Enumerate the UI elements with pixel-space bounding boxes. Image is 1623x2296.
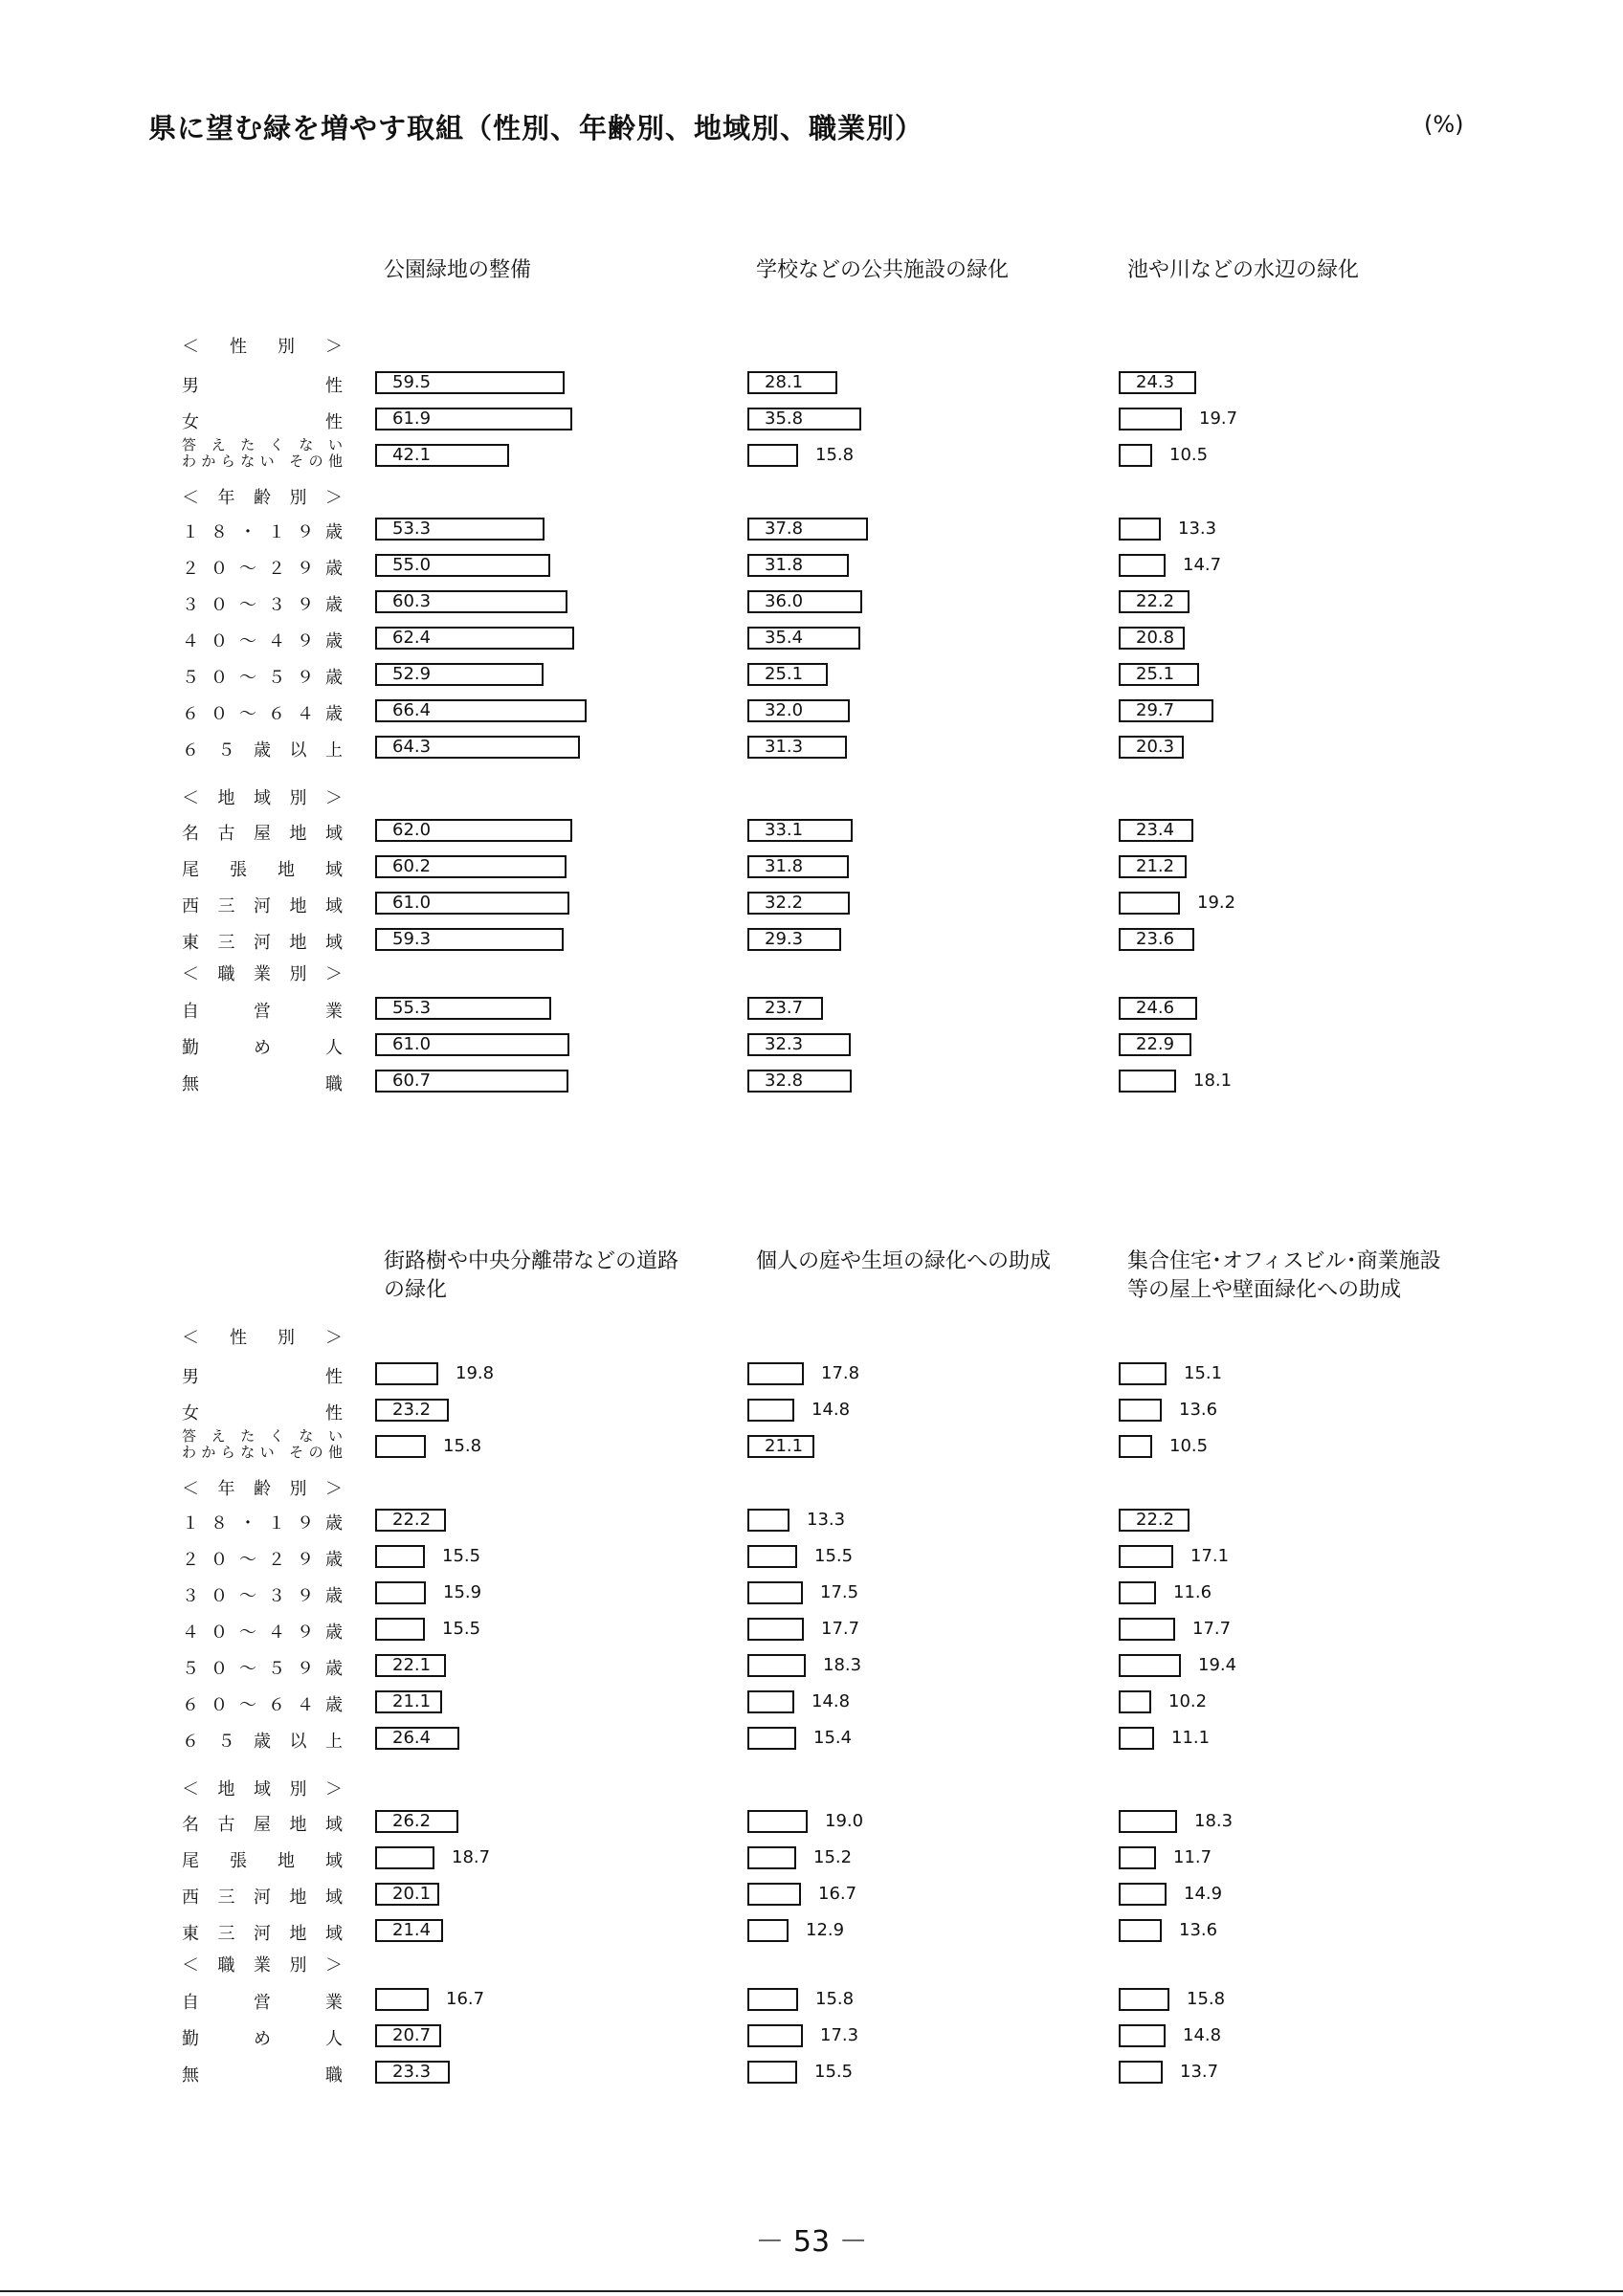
data-label: 60.2 xyxy=(392,856,432,876)
row-label xyxy=(182,437,343,470)
data-label: 35.8 xyxy=(765,408,804,429)
bar xyxy=(375,1618,425,1641)
data-label: 24.3 xyxy=(1136,372,1175,392)
data-label: 11.1 xyxy=(1171,1728,1211,1748)
row-label: １８・１９歳 xyxy=(182,522,343,542)
bar xyxy=(1119,408,1182,430)
chart-title: 街路樹や中央分離帯などの道路 の緑化 xyxy=(384,1249,679,1302)
data-label: 23.2 xyxy=(392,1400,432,1420)
bar xyxy=(1119,1810,1177,1833)
data-label: 14.7 xyxy=(1183,555,1222,575)
bar xyxy=(1119,892,1180,915)
bar xyxy=(747,2061,797,2084)
data-label: 20.8 xyxy=(1136,628,1175,648)
group-header: ＜年齢別＞ xyxy=(182,488,343,508)
row-label: 男性 xyxy=(182,1367,343,1387)
row-label-line: 答えたくない xyxy=(182,1427,343,1445)
data-label: 16.7 xyxy=(818,1884,857,1904)
bar xyxy=(375,1545,425,1568)
row-label: 無職 xyxy=(182,2065,343,2086)
data-label: 23.7 xyxy=(765,998,804,1018)
data-label: 35.4 xyxy=(765,628,804,648)
data-label: 10.5 xyxy=(1169,1436,1209,1456)
data-label: 17.8 xyxy=(821,1363,860,1383)
data-label: 31.3 xyxy=(765,737,804,757)
bar xyxy=(747,1727,796,1750)
data-label: 64.3 xyxy=(392,737,432,757)
bar xyxy=(1119,1654,1181,1677)
data-label: 13.6 xyxy=(1179,1920,1218,1940)
data-label: 36.0 xyxy=(765,591,804,611)
data-label: 62.0 xyxy=(392,820,432,840)
data-label: 11.7 xyxy=(1173,1847,1212,1867)
row-label: ３０～３９歳 xyxy=(182,1586,343,1606)
data-label: 22.1 xyxy=(392,1655,432,1675)
data-label: 31.8 xyxy=(765,555,804,575)
data-label: 15.9 xyxy=(443,1582,482,1602)
data-label: 29.7 xyxy=(1136,700,1175,720)
data-label: 20.7 xyxy=(392,2025,432,2045)
bar xyxy=(747,1846,796,1869)
data-label: 13.3 xyxy=(1178,519,1217,539)
data-label: 22.9 xyxy=(1136,1034,1175,1054)
bar xyxy=(1119,1919,1162,1942)
group-header: ＜職業別＞ xyxy=(182,964,343,984)
data-label: 22.2 xyxy=(1136,1510,1175,1530)
data-label: 15.4 xyxy=(813,1728,853,1748)
data-label: 14.9 xyxy=(1184,1884,1223,1904)
row-label xyxy=(182,1428,343,1461)
data-label: 61.0 xyxy=(392,1034,432,1054)
data-label: 26.4 xyxy=(392,1728,432,1748)
data-label: 15.1 xyxy=(1184,1363,1223,1383)
bar xyxy=(1119,1883,1167,1906)
data-label: 13.3 xyxy=(807,1510,846,1530)
data-label: 17.1 xyxy=(1190,1546,1230,1566)
bar xyxy=(747,1362,804,1385)
data-label: 31.8 xyxy=(765,856,804,876)
bar xyxy=(747,1654,806,1677)
chart-title: 学校などの公共施設の緑化 xyxy=(756,258,1010,282)
bar xyxy=(747,1919,789,1942)
data-label: 37.8 xyxy=(765,519,804,539)
bar xyxy=(747,1509,789,1532)
row-label: 勤め人 xyxy=(182,2029,343,2049)
data-label: 10.2 xyxy=(1168,1691,1208,1711)
data-label: 33.1 xyxy=(765,820,804,840)
group-header: ＜地域別＞ xyxy=(182,1779,343,1799)
group-header: ＜年齢別＞ xyxy=(182,1479,343,1499)
row-label: 無職 xyxy=(182,1074,343,1094)
data-label: 61.0 xyxy=(392,893,432,913)
unit-label: (%) xyxy=(1424,111,1464,138)
data-label: 29.3 xyxy=(765,929,804,949)
data-label: 32.8 xyxy=(765,1071,804,1091)
data-label: 15.2 xyxy=(813,1847,853,1867)
data-label: 23.6 xyxy=(1136,929,1175,949)
data-label: 18.1 xyxy=(1193,1071,1233,1091)
data-label: 15.5 xyxy=(442,1619,481,1639)
bottom-rule xyxy=(0,2290,1623,2292)
row-label: 東三河地域 xyxy=(182,933,343,953)
data-label: 21.1 xyxy=(392,1691,432,1711)
bar xyxy=(1119,1399,1162,1422)
data-label: 23.3 xyxy=(392,2062,432,2082)
data-label: 18.3 xyxy=(1194,1811,1234,1831)
data-label: 25.1 xyxy=(1136,664,1175,684)
chart-title: 池や川などの水辺の緑化 xyxy=(1127,258,1360,282)
chart-title: 個人の庭や生垣の緑化への助成 xyxy=(756,1249,1052,1273)
bar xyxy=(1119,1435,1152,1458)
bar xyxy=(1119,1727,1154,1750)
data-label: 17.7 xyxy=(1192,1619,1232,1639)
data-label: 14.8 xyxy=(812,1400,851,1420)
row-label: ２０～２９歳 xyxy=(182,559,343,579)
row-label: １８・１９歳 xyxy=(182,1513,343,1534)
data-label: 17.5 xyxy=(820,1582,859,1602)
data-label: 21.4 xyxy=(392,1920,432,1940)
data-label: 26.2 xyxy=(392,1811,432,1831)
group-header: ＜地域別＞ xyxy=(182,788,343,808)
data-label: 15.5 xyxy=(814,2062,854,2082)
row-label: 自営業 xyxy=(182,1993,343,2013)
bar xyxy=(1119,444,1152,467)
data-label: 17.3 xyxy=(820,2025,859,2045)
data-label: 12.9 xyxy=(806,1920,845,1940)
row-label: ４０～４９歳 xyxy=(182,1623,343,1643)
bar xyxy=(1119,1581,1156,1604)
group-header: ＜職業別＞ xyxy=(182,1955,343,1976)
data-label: 18.7 xyxy=(452,1847,491,1867)
data-label: 15.8 xyxy=(443,1436,482,1456)
data-label: 15.5 xyxy=(442,1546,481,1566)
row-label: ３０～３９歳 xyxy=(182,595,343,615)
group-header: ＜性別＞ xyxy=(182,337,343,357)
data-label: 22.2 xyxy=(1136,591,1175,611)
bar xyxy=(1119,1618,1175,1641)
bar xyxy=(747,1988,798,2011)
data-label: 55.3 xyxy=(392,998,432,1018)
data-label: 19.7 xyxy=(1199,408,1238,429)
data-label: 18.3 xyxy=(823,1655,862,1675)
bar xyxy=(747,1399,794,1422)
data-label: 19.0 xyxy=(825,1811,864,1831)
bar xyxy=(375,1988,429,2011)
bar xyxy=(1119,2061,1163,2084)
bar xyxy=(1119,1846,1156,1869)
bar xyxy=(1119,518,1161,541)
bar xyxy=(747,1690,794,1713)
data-label: 15.8 xyxy=(1187,1989,1226,2009)
chart-title: 集合住宅･オフィスビル･商業施設 等の屋上や壁面緑化への助成 xyxy=(1127,1249,1441,1302)
row-label: ４０～４９歳 xyxy=(182,631,343,651)
data-label: 22.2 xyxy=(392,1510,432,1530)
row-label: 自営業 xyxy=(182,1002,343,1022)
row-label: ６０～６４歳 xyxy=(182,704,343,724)
row-label-line: わからない その他 xyxy=(182,453,343,470)
data-label: 21.1 xyxy=(765,1436,804,1456)
bar xyxy=(747,1618,804,1641)
row-label: 女性 xyxy=(182,412,343,432)
row-label: 名古屋地域 xyxy=(182,824,343,844)
row-label-line: わからない その他 xyxy=(182,1444,343,1461)
bar xyxy=(1119,1690,1151,1713)
data-label: 42.1 xyxy=(392,445,432,465)
row-label: ６５歳以上 xyxy=(182,740,343,761)
data-label: 19.2 xyxy=(1197,893,1236,913)
bar xyxy=(747,1810,808,1833)
data-label: 17.7 xyxy=(821,1619,860,1639)
bar xyxy=(1119,2024,1166,2047)
row-label: 名古屋地域 xyxy=(182,1815,343,1835)
data-label: 59.5 xyxy=(392,372,432,392)
bar xyxy=(747,1545,797,1568)
data-label: 53.3 xyxy=(392,519,432,539)
data-label: 21.2 xyxy=(1136,856,1175,876)
bar xyxy=(375,1846,434,1869)
data-label: 10.5 xyxy=(1169,445,1209,465)
page-title: 県に望む緑を増やす取組（性別、年齢別、地域別、職業別） xyxy=(148,112,924,144)
bar xyxy=(1119,1988,1169,2011)
data-label: 16.7 xyxy=(446,1989,485,2009)
bar xyxy=(747,1883,801,1906)
data-label: 14.8 xyxy=(1183,2025,1222,2045)
data-label: 61.9 xyxy=(392,408,432,429)
data-label: 55.0 xyxy=(392,555,432,575)
row-label: 尾張地域 xyxy=(182,1851,343,1871)
row-label: 尾張地域 xyxy=(182,860,343,880)
bar xyxy=(747,2024,803,2047)
data-label: 20.3 xyxy=(1136,737,1175,757)
row-label: 男性 xyxy=(182,376,343,396)
row-label: ６０～６４歳 xyxy=(182,1695,343,1715)
data-label: 20.1 xyxy=(392,1884,432,1904)
data-label: 32.2 xyxy=(765,893,804,913)
row-label: ５０～５９歳 xyxy=(182,668,343,688)
data-label: 66.4 xyxy=(392,700,432,720)
data-label: 59.3 xyxy=(392,929,432,949)
data-label: 13.6 xyxy=(1179,1400,1218,1420)
row-label: 西三河地域 xyxy=(182,1888,343,1908)
bar xyxy=(1119,554,1166,577)
data-label: 60.7 xyxy=(392,1071,432,1091)
data-label: 13.7 xyxy=(1180,2062,1219,2082)
bar xyxy=(375,1581,426,1604)
data-label: 62.4 xyxy=(392,628,432,648)
bar xyxy=(747,444,798,467)
bar xyxy=(1119,1362,1167,1385)
data-label: 28.1 xyxy=(765,372,804,392)
bar xyxy=(375,1362,438,1385)
chart-title: 公園緑地の整備 xyxy=(384,258,532,282)
bar xyxy=(747,1581,803,1604)
data-label: 32.0 xyxy=(765,700,804,720)
data-label: 25.1 xyxy=(765,664,804,684)
data-label: 11.6 xyxy=(1173,1582,1212,1602)
row-label: ６５歳以上 xyxy=(182,1732,343,1752)
data-label: 32.3 xyxy=(765,1034,804,1054)
data-label: 19.4 xyxy=(1198,1655,1237,1675)
data-label: 60.3 xyxy=(392,591,432,611)
data-label: 15.5 xyxy=(814,1546,854,1566)
page-number: － 53 － xyxy=(755,2225,868,2259)
row-label: 女性 xyxy=(182,1403,343,1424)
group-header: ＜性別＞ xyxy=(182,1328,343,1348)
row-label: ２０～２９歳 xyxy=(182,1550,343,1570)
data-label: 23.4 xyxy=(1136,820,1175,840)
data-label: 15.8 xyxy=(815,445,855,465)
bar xyxy=(1119,1070,1176,1093)
bar xyxy=(375,1435,426,1458)
row-label: 勤め人 xyxy=(182,1038,343,1058)
row-label: 西三河地域 xyxy=(182,896,343,916)
row-label: ５０～５９歳 xyxy=(182,1659,343,1679)
data-label: 52.9 xyxy=(392,664,432,684)
bar xyxy=(1119,1545,1173,1568)
data-label: 24.6 xyxy=(1136,998,1175,1018)
data-label: 14.8 xyxy=(812,1691,851,1711)
row-label: 東三河地域 xyxy=(182,1924,343,1944)
data-label: 19.8 xyxy=(456,1363,495,1383)
data-label: 15.8 xyxy=(815,1989,855,2009)
row-label-line: 答えたくない xyxy=(182,436,343,453)
